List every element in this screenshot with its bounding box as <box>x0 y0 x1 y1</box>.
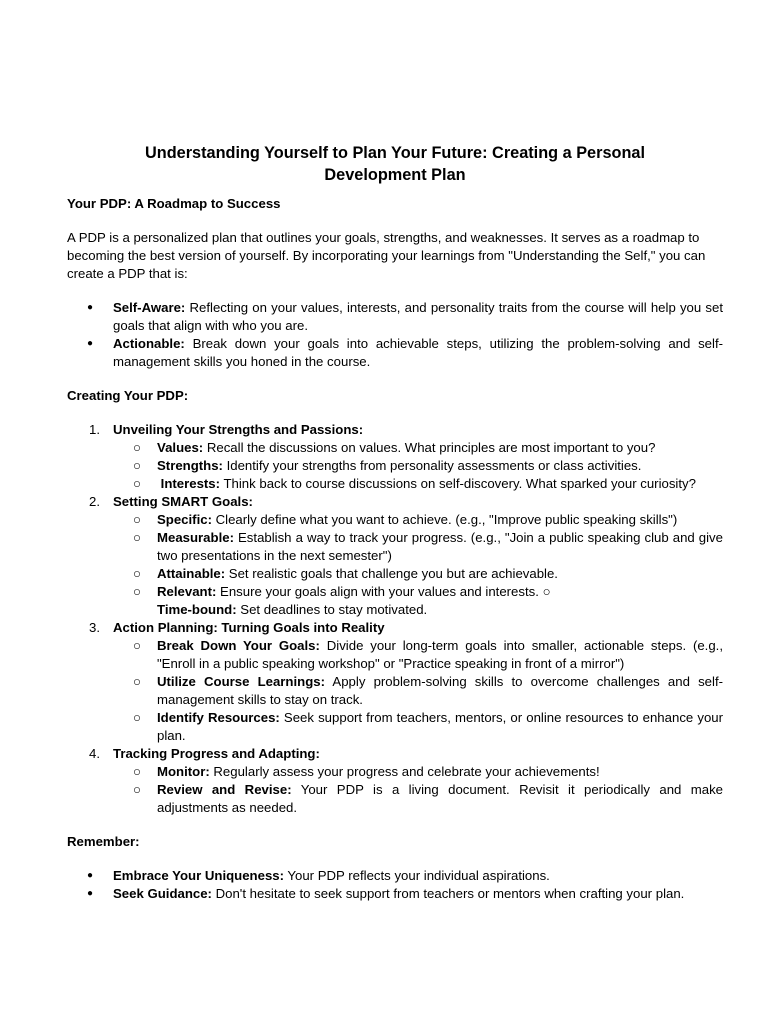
item-text: Break down your goals into achievable steps, utilizing the problem-solving and self-management skills you honed in the course. <box>113 336 723 369</box>
sub-item <box>113 583 723 601</box>
item-term: Monitor: <box>157 764 210 779</box>
sub-list <box>113 511 723 601</box>
circle-bullet-icon: ○ <box>133 710 141 725</box>
item-text: Identify your strengths from personality assessments or class activities. <box>222 458 642 473</box>
sub-item <box>113 673 723 709</box>
list-item <box>67 867 723 885</box>
step-title: Action Planning: Turning Goals into Reality <box>113 620 385 635</box>
item-term: Identify Resources: <box>157 710 280 725</box>
item-term: Seek Guidance: <box>113 886 212 901</box>
item-text: Think back to course discussions on self-discovery. What sparked your curiosity? <box>220 476 696 491</box>
item-text: Apply problem-solving skills to overcome challenges and self-management skills to stay on track. <box>157 674 723 707</box>
item-term: Actionable: <box>113 336 185 351</box>
item-text: Don't hesitate to seek support from teachers or mentors when crafting your plan. <box>211 886 685 901</box>
item-text: Establish a way to track your progress. (e.g., "Join a public speaking club and give two presentations in the next semester") <box>157 530 723 563</box>
item-term: Self-Aware: <box>113 300 186 315</box>
step-number: 2. <box>89 494 100 509</box>
item-term: Review and Revise: <box>157 782 292 797</box>
circle-bullet-icon: ○ <box>133 440 141 455</box>
item-text: Ensure your goals align with your values and interests. ○ <box>216 584 551 599</box>
item-term: Strengths: <box>157 458 223 473</box>
item-text: Reflecting on your values, interests, and personality traits from the course will help you set goals that align with who you are. <box>113 300 723 333</box>
circle-bullet-icon: ○ <box>133 512 141 527</box>
circle-bullet-icon: ○ <box>133 782 141 797</box>
pdp-qualities-list <box>67 299 723 371</box>
item-text: Recall the discussions on values. What principles are most important to you? <box>203 440 656 455</box>
remember-list <box>67 867 723 903</box>
sub-item <box>113 439 723 457</box>
sub-item-continuation <box>113 601 723 619</box>
item-term: Measurable: <box>157 530 234 545</box>
sub-item <box>113 529 723 565</box>
circle-bullet-icon: ○ <box>133 584 141 599</box>
step-number: 3. <box>89 620 100 635</box>
step-title: Setting SMART Goals: <box>113 494 253 509</box>
section-heading-remember: Remember: <box>67 834 140 849</box>
item-text: Clearly define what you want to achieve. (e.g., "Improve public speaking skills") <box>211 512 678 527</box>
list-item <box>67 885 723 903</box>
sub-item <box>113 709 723 745</box>
item-term: Embrace Your Uniqueness: <box>113 868 284 883</box>
step-item <box>67 421 723 493</box>
sub-list <box>113 763 723 817</box>
step-title: Tracking Progress and Adapting: <box>113 746 320 761</box>
circle-bullet-icon: ○ <box>133 458 141 473</box>
sub-item <box>113 781 723 817</box>
item-text: Divide your long-term goals into smaller, actionable steps. (e.g., "Enroll in a public speaking workshop" or "Practice speaking in front of a mirror") <box>157 638 724 671</box>
item-term: Interests: <box>157 476 221 491</box>
item-term: Values: <box>157 440 204 455</box>
item-term: Utilize Course Learnings: <box>157 674 325 689</box>
sub-item <box>113 763 723 781</box>
sub-item <box>113 457 723 475</box>
step-title: Unveiling Your Strengths and Passions: <box>113 422 364 437</box>
item-text: Your PDP is a living document. Revisit it periodically and make adjustments as needed. <box>157 782 723 815</box>
document-body <box>67 142 723 903</box>
sub-list <box>113 439 723 493</box>
circle-bullet-icon: ○ <box>133 530 141 545</box>
item-text: Set realistic goals that challenge you but are achievable. <box>225 566 558 581</box>
step-item <box>67 493 723 619</box>
sub-list <box>113 637 723 745</box>
steps-list <box>67 421 723 817</box>
item-text: Seek support from teachers, mentors, or online resources to enhance your plan. <box>157 710 723 743</box>
list-item <box>67 335 723 371</box>
step-item <box>67 619 723 745</box>
circle-bullet-icon: ○ <box>133 566 141 581</box>
item-text: Regularly assess your progress and celebrate your achievements! <box>209 764 600 779</box>
sub-item <box>113 565 723 583</box>
section-heading-creating: Creating Your PDP: <box>67 388 189 403</box>
step-number: 1. <box>89 422 100 437</box>
document-title: Understanding Yourself to Plan Your Future: Creating a Personal Development Plan <box>145 144 645 184</box>
section-heading-roadmap: Your PDP: A Roadmap to Success <box>67 196 281 211</box>
item-text: Set deadlines to stay motivated. <box>236 602 428 617</box>
intro-paragraph: A PDP is a personalized plan that outlines your goals, strengths, and weaknesses. It serves as a roadmap to becoming the best version of yourself. By incorporating your learnings from "Understanding the Self," you can create a PDP that is: <box>67 230 706 281</box>
sub-item <box>113 637 723 673</box>
circle-bullet-icon: ○ <box>133 638 141 653</box>
step-number: 4. <box>89 746 100 761</box>
item-term: Break Down Your Goals: <box>157 638 320 653</box>
circle-bullet-icon: ○ <box>133 476 141 491</box>
sub-item <box>113 511 723 529</box>
item-term: Specific: <box>157 512 212 527</box>
item-text: Your PDP reflects your individual aspirations. <box>284 868 550 883</box>
sub-item <box>113 475 723 493</box>
circle-bullet-icon: ○ <box>133 674 141 689</box>
circle-bullet-icon: ○ <box>133 764 141 779</box>
item-term: Attainable: <box>157 566 226 581</box>
item-term: Time-bound: <box>157 602 237 617</box>
item-term: Relevant: <box>157 584 217 599</box>
step-item <box>67 745 723 817</box>
list-item <box>67 299 723 335</box>
